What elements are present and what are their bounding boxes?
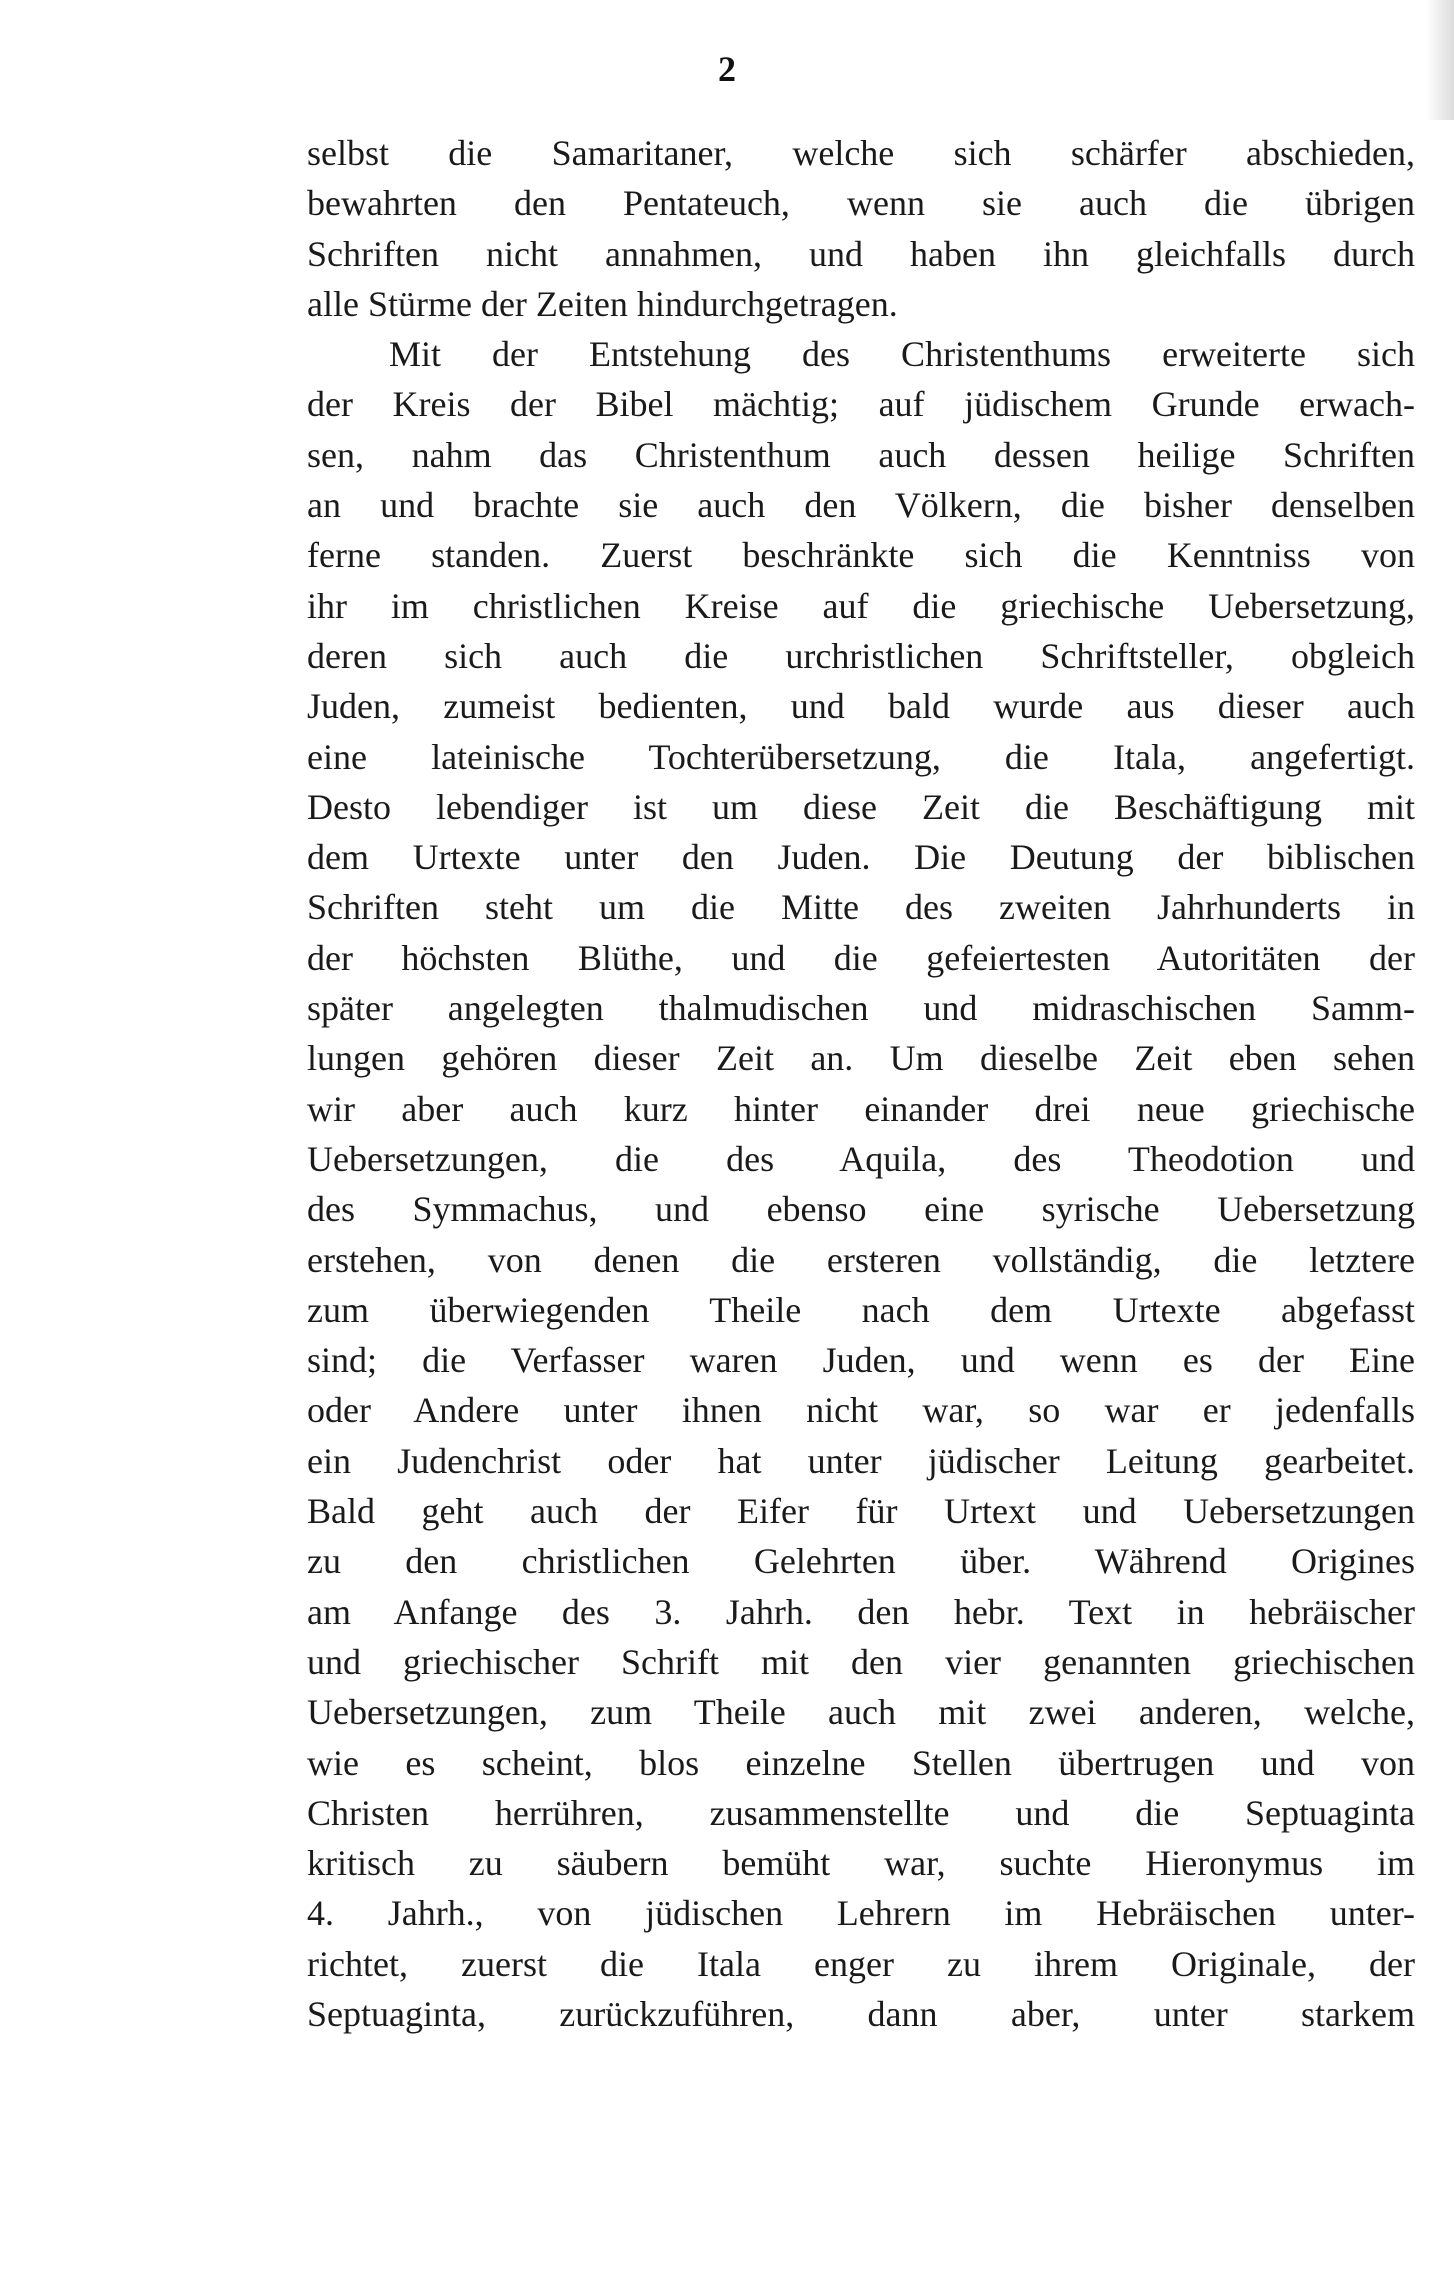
text-line: wie es scheint, blos einzelne Stellen übertrugen und von: [307, 1742, 1415, 1783]
page-number: 2: [718, 49, 736, 89]
text-line: erstehen, von denen die ersteren vollständig, die letztere: [307, 1239, 1415, 1280]
text-line: alle Stürme der Zeiten hindurchgetragen.: [307, 283, 898, 324]
text-line: ihr im christlichen Kreise auf die griechische Uebersetzung,: [307, 585, 1415, 626]
text-line: Uebersetzungen, zum Theile auch mit zwei anderen, welche,: [307, 1692, 1415, 1733]
text-line: eine lateinische Tochterübersetzung, die Itala, angefertigt.: [307, 736, 1415, 777]
text-line: später angelegten thalmudischen und midraschischen Samm-: [307, 988, 1415, 1029]
text-line: Bald geht auch der Eifer für Urtext und Uebersetzungen: [307, 1491, 1415, 1532]
text-line: selbst die Samaritaner, welche sich schärfer abschieden,: [307, 133, 1415, 173]
text-line: ein Judenchrist oder hat unter jüdischer Leitung gearbeitet.: [307, 1440, 1415, 1481]
text-line: der höchsten Blüthe, und die gefeiertesten Autoritäten der: [307, 937, 1415, 978]
text-line: sen, nahm das Christenthum auch dessen heilige Schriften: [307, 434, 1415, 475]
text-line: des Symmachus, und ebenso eine syrische Uebersetzung: [307, 1189, 1415, 1230]
text-line: lungen gehören dieser Zeit an. Um dieselbe Zeit eben sehen: [307, 1038, 1415, 1079]
text-line: Mit der Entstehung des Christenthums erweiterte sich: [389, 334, 1415, 375]
text-line: oder Andere unter ihnen nicht war, so war er jedenfalls: [307, 1390, 1415, 1431]
text-line: deren sich auch die urchristlichen Schriftsteller, obgleich: [307, 635, 1415, 676]
text-line: sind; die Verfasser waren Juden, und wenn es der Eine: [307, 1340, 1415, 1381]
text-line: dem Urtexte unter den Juden. Die Deutung der biblischen: [307, 837, 1415, 878]
text-line: und griechischer Schrift mit den vier genannten griechischen: [307, 1641, 1415, 1682]
text-line: Schriften steht um die Mitte des zweiten Jahrhunderts in: [307, 887, 1415, 928]
text-line: kritisch zu säubern bemüht war, suchte Hieronymus im: [307, 1843, 1415, 1884]
text-line: Juden, zumeist bedienten, und bald wurde aus dieser auch: [307, 686, 1415, 727]
text-line: richtet, zuerst die Itala enger zu ihrem Originale, der: [307, 1943, 1415, 1984]
body-text: [307, 128, 1415, 2039]
text-line: am Anfange des 3. Jahrh. den hebr. Text in hebräischer: [307, 1591, 1415, 1632]
text-line: Schriften nicht annahmen, und haben ihn gleichfalls durch: [307, 233, 1415, 274]
text-line: Desto lebendiger ist um diese Zeit die Beschäftigung mit: [307, 786, 1415, 827]
text-line: ferne standen. Zuerst beschränkte sich die Kenntniss von: [307, 535, 1415, 576]
text-line: wir aber auch kurz hinter einander drei neue griechische: [307, 1088, 1415, 1129]
text-line: Septuaginta, zurückzuführen, dann aber, unter starkem: [307, 1993, 1415, 2034]
text-line: Uebersetzungen, die des Aquila, des Theodotion und: [307, 1138, 1415, 1179]
text-line: der Kreis der Bibel mächtig; auf jüdischem Grunde erwach-: [307, 384, 1415, 425]
text-line: Christen herrühren, zusammenstellte und die Septuaginta: [307, 1792, 1415, 1833]
text-line: an und brachte sie auch den Völkern, die bisher denselben: [307, 485, 1415, 526]
text-line: zum überwiegenden Theile nach dem Urtexte abgefasst: [307, 1289, 1415, 1330]
text-line: bewahrten den Pentateuch, wenn sie auch die übrigen: [307, 183, 1415, 224]
text-line: zu den christlichen Gelehrten über. Während Origines: [307, 1541, 1415, 1582]
text-line: 4. Jahrh., von jüdischen Lehrern im Hebräischen unter-: [307, 1893, 1415, 1934]
